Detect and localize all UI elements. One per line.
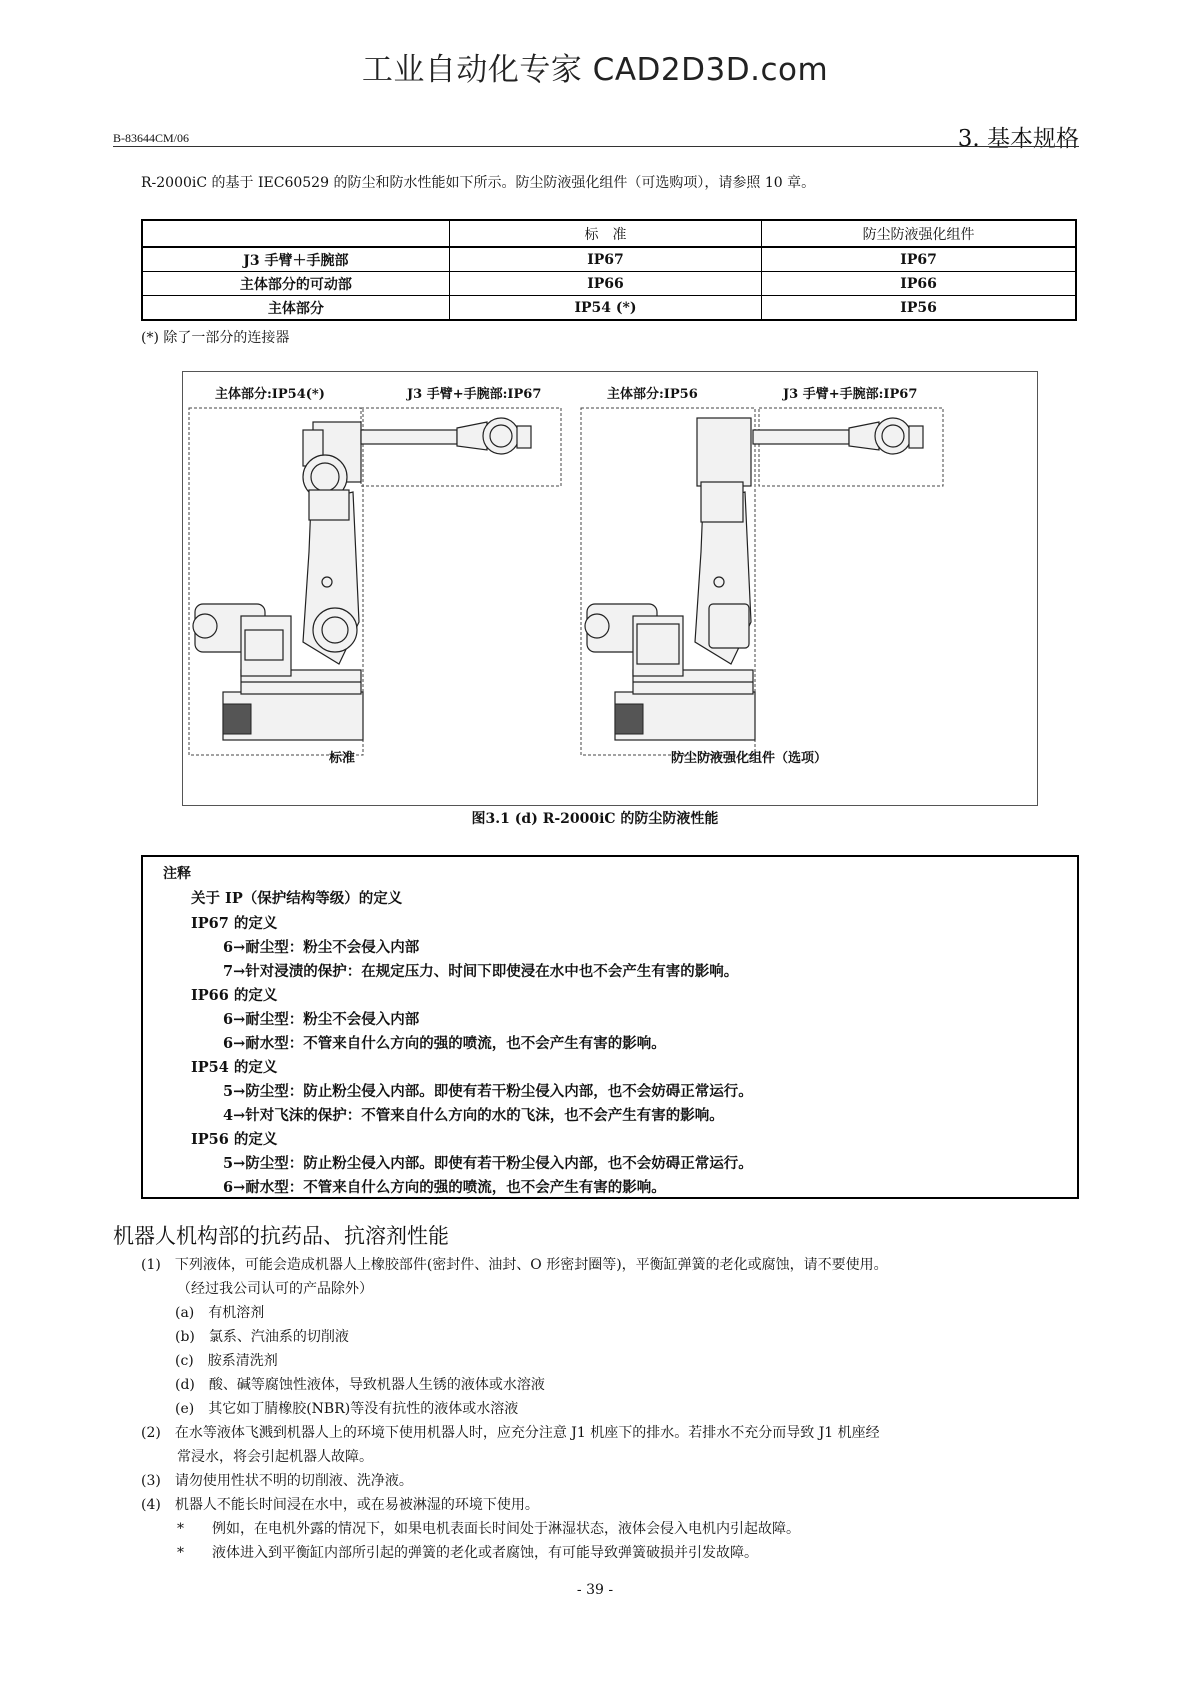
note-line: 关于 IP（保护结构等级）的定义 [191, 890, 403, 907]
caption-protected: 防尘防液强化组件（选项） [671, 751, 828, 766]
note-box [141, 855, 1079, 1199]
table-header-cell: 防尘防液强化组件 [762, 220, 1076, 247]
label-body-standard: 主体部分:IP54(*) [215, 387, 325, 402]
note-line: IP67 的定义 [191, 915, 278, 932]
table-row [142, 247, 1076, 272]
list-item: (c) 胺系清洗剂 [175, 1353, 278, 1369]
list-item: (3) 请勿使用性状不明的切削液、洗净液。 [141, 1473, 413, 1489]
table-cell: 主体部分 [142, 296, 449, 321]
list-item: (b) 氯系、汽油系的切削液 [175, 1329, 349, 1345]
label-arm-standard: J3 手臂+手腕部:IP67 [407, 387, 542, 402]
note-line: 5→防尘型：防止粉尘侵入内部。即使有若干粉尘侵入内部，也不会妨碍正常运行。 [223, 1083, 753, 1100]
table-cell: IP67 [762, 247, 1076, 272]
table-header-row [142, 220, 1076, 247]
table-cell: IP67 [449, 247, 761, 272]
table-cell: IP56 [762, 296, 1076, 321]
list-item: (1) 下列液体，可能会造成机器人上橡胶部件(密封件、油封、O 形密封圈等)，平衡缸弹簧的老化或腐蚀，请不要使用。 [141, 1257, 888, 1273]
note-line: IP54 的定义 [191, 1059, 278, 1076]
list-item: (a) 有机溶剂 [175, 1305, 265, 1321]
note-title: 注释 [163, 866, 191, 882]
table-cell: IP66 [449, 272, 761, 296]
label-arm-protected: J3 手臂+手腕部:IP67 [783, 387, 918, 402]
table-cell: 主体部分的可动部 [142, 272, 449, 296]
table-row [142, 296, 1076, 321]
table-header-cell: 标 准 [449, 220, 761, 247]
table-cell: IP54 (*) [449, 296, 761, 321]
note-line: 7→针对浸渍的保护：在规定压力、时间下即使浸在水中也不会产生有害的影响。 [223, 963, 739, 980]
section-title: 3. 基本规格 [957, 126, 1079, 152]
note-line: 5→防尘型：防止粉尘侵入内部。即使有若干粉尘侵入内部，也不会妨碍正常运行。 [223, 1155, 753, 1172]
chem-heading: 机器人机构部的抗药品、抗溶剂性能 [113, 1224, 449, 1248]
list-item: * 例如，在电机外露的情况下，如果电机表面长时间处于淋湿状态，液体会侵入电机内引起故障。 [177, 1521, 800, 1537]
table-row [142, 272, 1076, 296]
table-cell: IP66 [762, 272, 1076, 296]
robot-illustration [183, 372, 1037, 805]
page-number: - 39 - [576, 1582, 614, 1598]
list-item: * 液体进入到平衡缸内部所引起的弹簧的老化或者腐蚀，有可能导致弹簧破损并引发故障。 [177, 1545, 758, 1561]
header-rule [113, 146, 1079, 147]
list-item: (4) 机器人不能长时间浸在水中，或在易被淋湿的环境下使用。 [141, 1497, 539, 1513]
note-line: IP56 的定义 [191, 1131, 278, 1148]
ip-rating-table [141, 219, 1077, 321]
list-item: (d) 酸、碱等腐蚀性液体，导致机器人生锈的液体或水溶液 [175, 1377, 545, 1393]
note-line: 4→针对飞沫的保护：不管来自什么方向的水的飞沫，也不会产生有害的影响。 [223, 1107, 724, 1124]
note-line: IP66 的定义 [191, 987, 278, 1004]
protected-robot [581, 386, 943, 766]
figure-caption: 图3.1 (d) R-2000iC 的防尘防液性能 [471, 811, 719, 827]
watermark-title: 工业自动化专家 CAD2D3D.com [361, 52, 829, 88]
list-item: （经过我公司认可的产品除外） [177, 1281, 373, 1297]
intro-paragraph: R-2000iC 的基于 IEC60529 的防尘和防水性能如下所示。防尘防液强化组件（可选购项），请参照 10 章。 [141, 175, 816, 191]
table-header-cell [142, 220, 449, 247]
table-footnote: (*) 除了一部分的连接器 [141, 330, 290, 346]
list-item: (2) 在水等液体飞溅到机器人上的环境下使用机器人时，应充分注意 J1 机座下的排水。若排水不充分而导致 J1 机座经 [141, 1425, 880, 1441]
list-item: 常浸水，将会引起机器人故障。 [177, 1449, 373, 1465]
document-id: B-83644CM/06 [113, 131, 190, 145]
robot-figure [182, 371, 1038, 806]
note-line: 6→耐尘型：粉尘不会侵入内部 [223, 939, 420, 956]
standard-robot [189, 386, 561, 766]
table-cell: J3 手臂＋手腕部 [142, 247, 449, 272]
caption-standard: 标准 [329, 751, 356, 766]
note-line: 6→耐水型：不管来自什么方向的强的喷流，也不会产生有害的影响。 [223, 1179, 666, 1196]
note-line: 6→耐水型：不管来自什么方向的强的喷流，也不会产生有害的影响。 [223, 1035, 666, 1052]
note-line: 6→耐尘型：粉尘不会侵入内部 [223, 1011, 420, 1028]
label-body-protected: 主体部分:IP56 [607, 387, 698, 402]
list-item: (e) 其它如丁腈橡胶(NBR)等没有抗性的液体或水溶液 [175, 1401, 519, 1417]
